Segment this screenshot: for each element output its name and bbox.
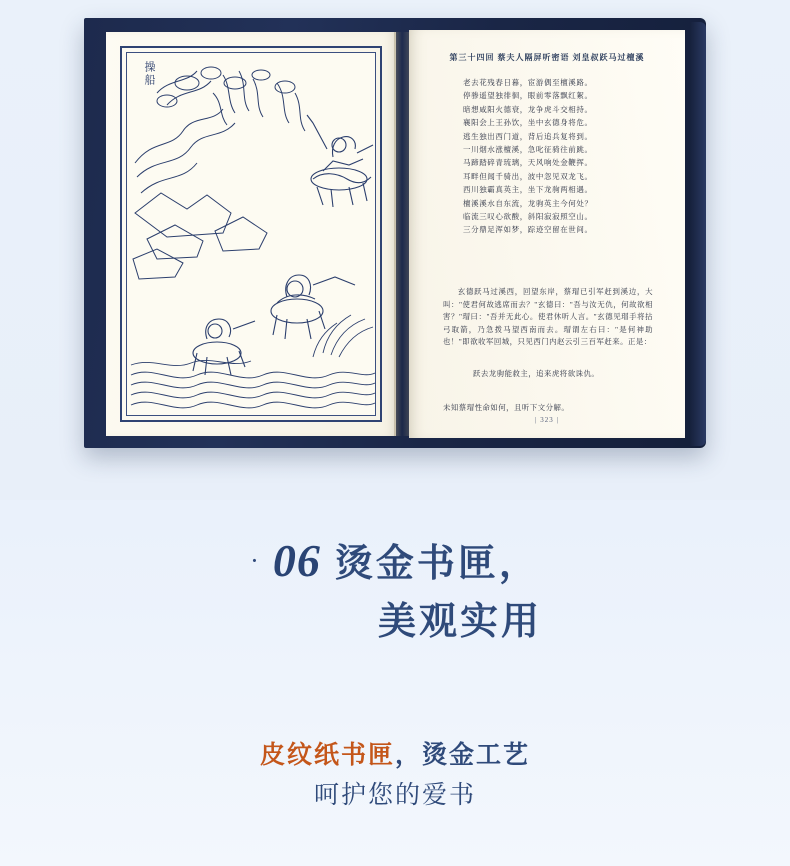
caption-accent-text: 皮纹纸书匣 (259, 742, 395, 769)
illustration-title: 操船 (143, 61, 155, 87)
caption-block (0, 736, 790, 816)
open-book (84, 18, 706, 458)
poem-block (463, 76, 643, 237)
poem-line: 临流三叹心欲酸，斜阳寂寂照空山。 (463, 212, 593, 222)
poem-line: 一川烟水涨檀溪，急叱征骑往前跳。 (463, 145, 593, 155)
poem-line: 停骖遥望独徘徊，眼前零落飘红絮。 (463, 91, 593, 101)
section-heading-line-1 (0, 534, 790, 594)
bullet-dot-icon: · (250, 545, 261, 575)
book-right-page (409, 30, 685, 438)
section-title-part-1: 烫金书匣， (334, 543, 540, 585)
body-text (443, 286, 653, 357)
caption-line-1 (0, 736, 790, 776)
verse-line: 跃去龙驹能救主，追来虎将欲诛仇。 (473, 369, 600, 378)
poem-line: 檀溪溪水自东流，龙驹英主今何处？ (463, 198, 593, 208)
illustration-frame (120, 46, 382, 422)
closing-verse (473, 368, 633, 381)
section-number: 06 (272, 535, 321, 586)
book-left-page (106, 32, 396, 436)
poem-line: 老去花残春日暮，宦游偶至檀溪路。 (463, 78, 593, 87)
section-heading (0, 534, 790, 650)
poem-line: 襄阳会上王孙饮，坐中玄德身将危。 (463, 118, 593, 128)
caption-rest-text: ，烫金工艺 (395, 742, 531, 769)
poem-line: 马蹄踏碎青琉璃，天风响处金鞭挥。 (463, 158, 593, 168)
closing-line: 未知蔡瑁性命如何，且听下文分解。 (443, 403, 570, 412)
body-paragraph: 玄德跃马过溪西，回望东岸，蔡瑁已引军赶到溪边，大叫："使君何故逃席而去？"玄德曰："吾与汝无仇，何故欲相害？"瑁曰："吾并无此心。使君休听人言。"玄德见瑁手将拈弓取箭，乃急拨马望西南而去。瑁谓左右曰："是何神助也！"即欲收军回城，只见西门内赵云引三百军赶来。正是： (443, 287, 653, 347)
poem-line: 西川独霸真英主，坐下龙驹两相遇。 (463, 185, 593, 195)
poem-line: 三分鼎足浑如梦，踪迹空留在世间。 (463, 225, 593, 235)
illustration-inner (126, 52, 376, 416)
caption-line-2: 呵护您的爱书 (313, 782, 476, 809)
poem-line: 暗想咸阳火德衰，龙争虎斗交相持。 (463, 104, 593, 114)
chapter-header: 第三十四回 蔡夫人隔屏听密语 刘皇叔跃马过檀溪 (449, 53, 645, 62)
book-cover-edge (690, 22, 706, 446)
page-number: | 323 | (535, 416, 559, 424)
poem-line: 逃生独出西门道，背后追兵复将到。 (463, 131, 593, 141)
woodcut-illustration-icon (127, 53, 376, 416)
section-title-part-2: 美观实用 (377, 600, 542, 643)
poem-line: 耳畔但闻千骑出，波中忽见双龙飞。 (463, 171, 593, 181)
